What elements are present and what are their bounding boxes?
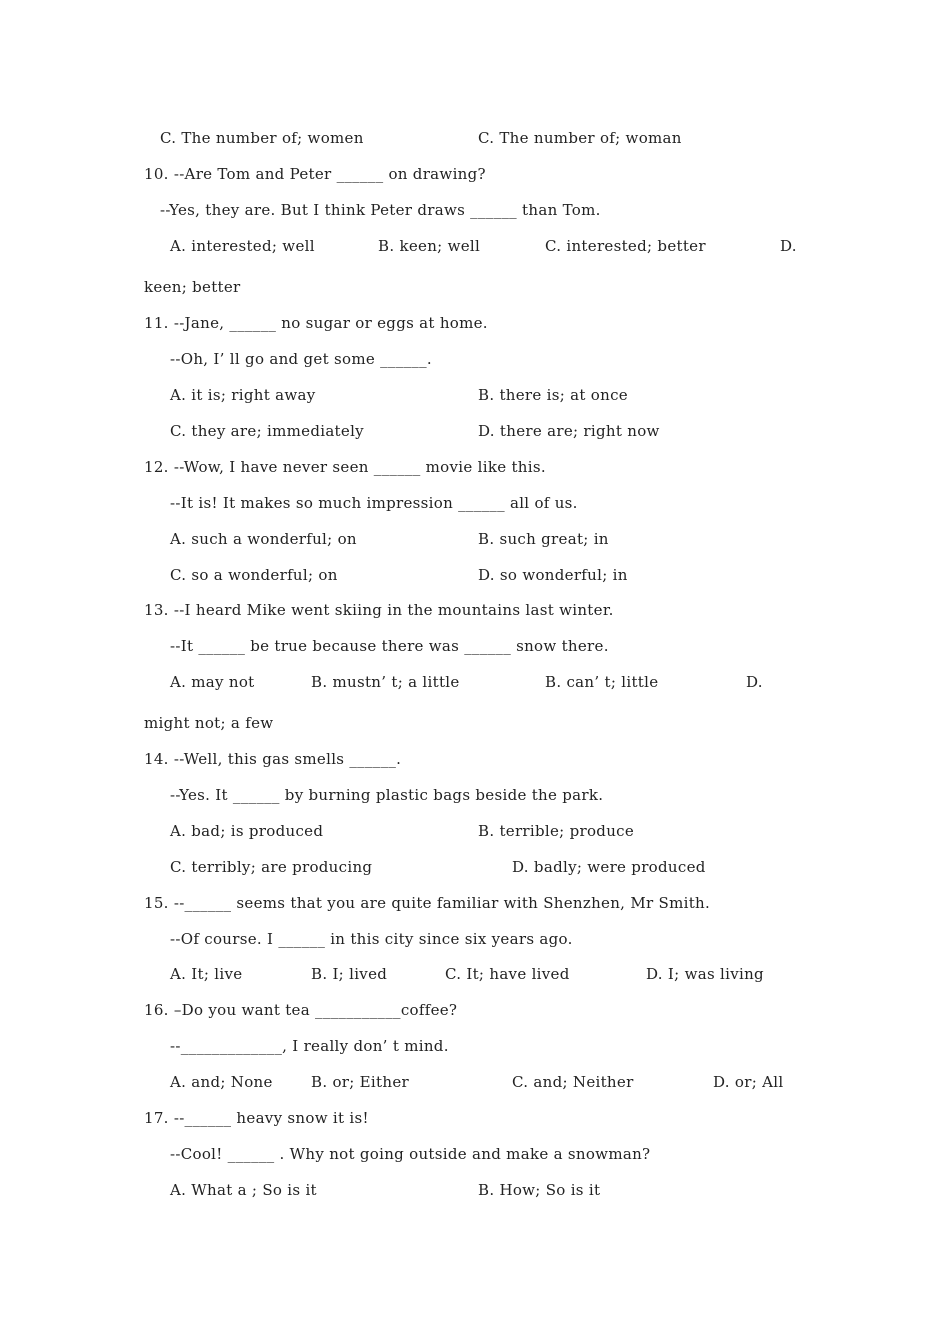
question-15-option-c: C. It; have lived (445, 965, 570, 983)
question-17: 17. --______ heavy snow it is! (144, 1109, 369, 1127)
question-14-option-b: B. terrible; produce (478, 822, 635, 840)
question-13-option-d-label: D. (746, 673, 763, 691)
question-10-reply: --Yes, they are. But I think Peter draws ______ than Tom. (160, 201, 601, 219)
question-11-option-b: B. there is; at once (478, 386, 628, 404)
question-11-reply: --Oh, I’ ll go and get some ______. (170, 350, 432, 368)
question-14-reply: --Yes. It ______ by burning plastic bags beside the park. (170, 786, 604, 804)
question-12: 12. --Wow, I have never seen ______ movie like this. (144, 458, 546, 476)
question-17-reply: --Cool! ______ . Why not going outside and make a snowman? (170, 1145, 651, 1163)
question-12-reply: --It is! It makes so much impression ______ all of us. (170, 494, 578, 512)
question-12-option-d: D. so wonderful; in (478, 566, 628, 584)
question-10: 10. --Are Tom and Peter ______ on drawing? (144, 165, 486, 183)
question-15-reply: --Of course. I ______ in this city since six years ago. (170, 930, 573, 948)
question-10-option-b: B. keen; well (378, 237, 481, 255)
question-13-option-b: B. mustn’ t; a little (311, 673, 460, 691)
question-16-option-a: A. and; None (170, 1073, 273, 1091)
question-12-option-a: A. such a wonderful; on (170, 530, 357, 548)
question-14-option-a: A. bad; is produced (170, 822, 324, 840)
question-16: 16. –Do you want tea ___________coffee? (144, 1001, 458, 1019)
question-15: 15. --______ seems that you are quite familiar with Shenzhen, Mr Smith. (144, 894, 711, 912)
question-14-option-d: D. badly; were produced (512, 858, 706, 876)
question-16-option-b: B. or; Either (311, 1073, 409, 1091)
question-11-option-a: A. it is; right away (170, 386, 316, 404)
question-10-option-d-text: keen; better (144, 278, 241, 296)
question-15-option-d: D. I; was living (646, 965, 764, 983)
question-13: 13. --I heard Mike went skiing in the mountains last winter. (144, 601, 614, 619)
question-12-option-b: B. such great; in (478, 530, 609, 548)
question-13-option-a: A. may not (170, 673, 255, 691)
question-15-option-a: A. It; live (170, 965, 243, 983)
question-12-option-c: C. so a wonderful; on (170, 566, 338, 584)
question-13-reply: --It ______ be true because there was ______ snow there. (170, 637, 609, 655)
question-13-option-c: B. can’ t; little (545, 673, 659, 691)
question-11: 11. --Jane, ______ no sugar or eggs at home. (144, 314, 488, 332)
question-11-option-d: D. there are; right now (478, 422, 660, 440)
question-13-option-d-text: might not; a few (144, 714, 274, 732)
question-10-option-c: C. interested; better (545, 237, 706, 255)
question-14: 14. --Well, this gas smells ______. (144, 750, 402, 768)
option-c-q9-right: C. The number of; woman (478, 129, 682, 147)
question-16-option-d: D. or; All (713, 1073, 784, 1091)
question-16-option-c: C. and; Neither (512, 1073, 634, 1091)
option-c-q9-left: C. The number of; women (160, 129, 364, 147)
question-15-option-b: B. I; lived (311, 965, 388, 983)
question-10-option-a: A. interested; well (170, 237, 315, 255)
question-10-option-d-label: D. (780, 237, 797, 255)
question-17-option-b: B. How; So is it (478, 1181, 601, 1199)
question-11-option-c: C. they are; immediately (170, 422, 364, 440)
question-16-reply: --_____________, I really don’ t mind. (170, 1037, 449, 1055)
question-17-option-a: A. What a ; So is it (170, 1181, 317, 1199)
question-14-option-c: C. terribly; are producing (170, 858, 373, 876)
